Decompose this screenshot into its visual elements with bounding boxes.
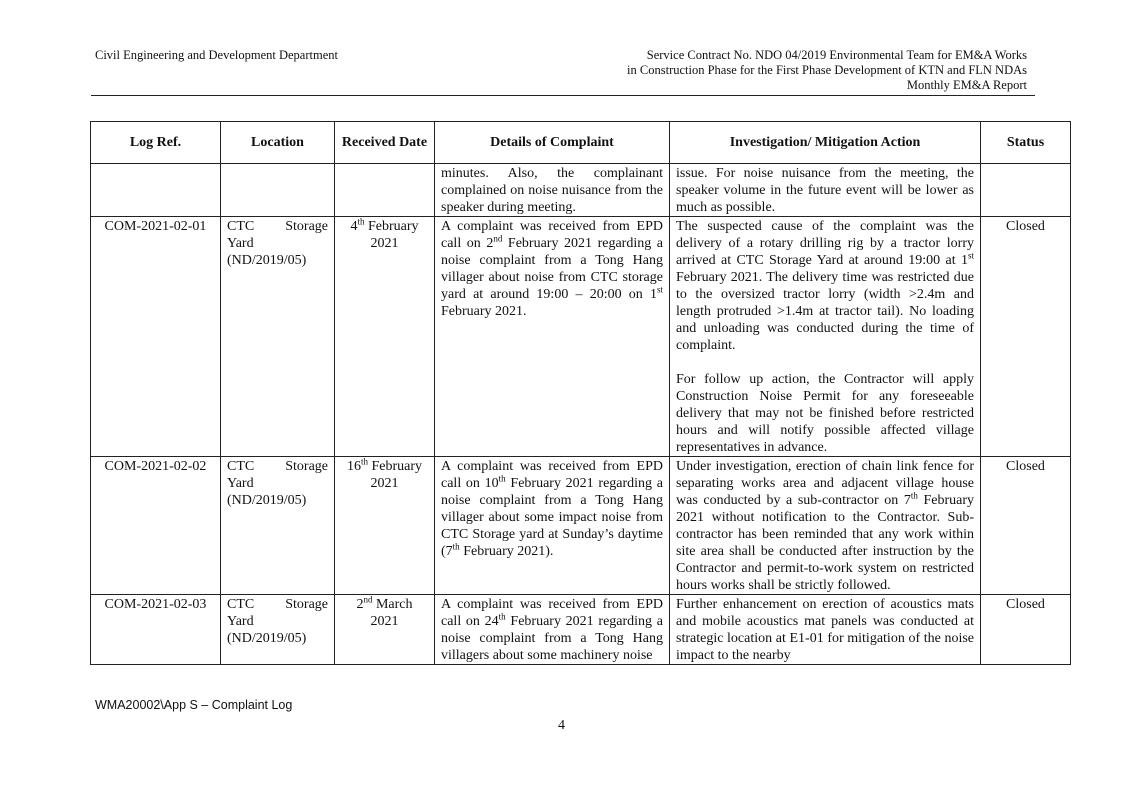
date-day: 4 bbox=[350, 219, 358, 234]
page-number: 4 bbox=[558, 718, 565, 733]
date-rest: February 2021 bbox=[370, 459, 423, 491]
action-text: February 2021 without notification to the Contractor. Sub-contractor has been reminded that any work within site area shall be conducted after instruction by the Contractor and permit-to-work system on restricted hours works shall be strictly followed. bbox=[676, 493, 974, 593]
cell-ref bbox=[91, 164, 221, 217]
details-text: February 2021 regarding a noise complaint from a Tong Hang villager about some impact noise from CTC Storage yard at Sunday’s daytime (7 bbox=[441, 476, 663, 559]
cell-status bbox=[981, 164, 1071, 217]
column-header-log-ref: Log Ref. bbox=[91, 122, 221, 164]
cell-location: CTC Storage Yard (ND/2019/05) bbox=[221, 217, 335, 457]
footer-document-path: WMA20002\App S – Complaint Log bbox=[95, 698, 293, 712]
action-suffix: th bbox=[910, 490, 918, 501]
table-row bbox=[91, 217, 1071, 457]
date-suffix: th bbox=[360, 456, 368, 467]
details-text: A complaint was received from EPD call on 24 bbox=[441, 597, 663, 629]
header-report-name: Monthly EM&A Report bbox=[906, 78, 1027, 92]
details-text: February 2021. bbox=[441, 304, 527, 319]
cell-ref: COM-2021-02-01 bbox=[91, 217, 221, 457]
cell-details: minutes. Also, the complainant complained on noise nuisance from the speaker during meeting. bbox=[435, 164, 670, 217]
cell-date bbox=[335, 595, 435, 665]
action-text: Under investigation, erection of chain link fence for separating works area and adjacent village house was conducted by a sub-contractor on 7 bbox=[676, 459, 974, 508]
action-followup-text: For follow up action, the Contractor will apply Construction Noise Permit for any foreseeable delivery that may not be finished before restricted hours and will notify possible affected village representatives in advance. bbox=[676, 372, 974, 455]
column-header-status: Status bbox=[981, 122, 1071, 164]
date-rest: March 2021 bbox=[370, 597, 413, 629]
cell-status: Closed bbox=[981, 217, 1071, 457]
date-day: 2 bbox=[356, 597, 364, 612]
action-text: February 2021. The delivery time was restricted due to the oversized tractor lorry (width >2.4m and length protruded >1.4m at tractor tail). No loading and unloading was conducted during the time of complaint. bbox=[676, 270, 974, 353]
column-header-details: Details of Complaint bbox=[435, 122, 670, 164]
table-row-continuation bbox=[91, 164, 1071, 217]
date-suffix: nd bbox=[363, 594, 373, 605]
cell-date bbox=[335, 164, 435, 217]
cell-status: Closed bbox=[981, 595, 1071, 665]
cell-location: CTC Storage Yard (ND/2019/05) bbox=[221, 457, 335, 595]
cell-details bbox=[435, 595, 670, 665]
header-contract-line1: Service Contract No. NDO 04/2019 Environmental Team for EM&A Works bbox=[646, 48, 1027, 62]
details-suffix: st bbox=[656, 284, 663, 295]
cell-location bbox=[221, 164, 335, 217]
cell-action: Further enhancement on erection of acoustics mats and mobile acoustics mat panels was conducted at strategic location at E1-01 for mitigation of the noise impact to the nearby bbox=[670, 595, 981, 665]
details-suffix: th bbox=[498, 611, 506, 622]
cell-action bbox=[670, 457, 981, 595]
cell-ref: COM-2021-02-02 bbox=[91, 457, 221, 595]
cell-status: Closed bbox=[981, 457, 1071, 595]
table-row bbox=[91, 595, 1071, 665]
details-text: A complaint was received from EPD call on 2 bbox=[441, 219, 663, 251]
cell-details bbox=[435, 457, 670, 595]
cell-action: issue. For noise nuisance from the meeting, the speaker volume in the future event will be lower as much as possible. bbox=[670, 164, 981, 217]
column-header-received-date: Received Date bbox=[335, 122, 435, 164]
details-text: February 2021 regarding a noise complaint from a Tong Hang villager about noise from CTC storage yard at around 19:00 – 20:00 on 1 bbox=[441, 236, 663, 302]
column-header-location: Location bbox=[221, 122, 335, 164]
complaint-log-table bbox=[90, 121, 1071, 665]
date-suffix: th bbox=[357, 216, 365, 227]
details-suffix: th bbox=[452, 541, 460, 552]
header-rule bbox=[91, 95, 1035, 96]
cell-action bbox=[670, 217, 981, 457]
date-day: 16 bbox=[346, 459, 361, 474]
action-text: The suspected cause of the complaint was the delivery of a rotary drilling rig by a tractor lorry arrived at CTC Storage Yard at around 19:00 at 1 bbox=[676, 219, 974, 268]
cell-details bbox=[435, 217, 670, 457]
cell-ref: COM-2021-02-03 bbox=[91, 595, 221, 665]
header-department: Civil Engineering and Development Department bbox=[95, 48, 338, 62]
column-header-action: Investigation/ Mitigation Action bbox=[670, 122, 981, 164]
cell-date bbox=[335, 217, 435, 457]
table-row bbox=[91, 457, 1071, 595]
action-suffix: st bbox=[967, 250, 974, 261]
header-contract bbox=[627, 48, 1027, 93]
cell-location: CTC Storage Yard (ND/2019/05) bbox=[221, 595, 335, 665]
details-text: February 2021 regarding a noise complaint from a Tong Hang villagers about some machinery noise bbox=[441, 614, 663, 663]
details-suffix: th bbox=[498, 473, 506, 484]
date-rest: February 2021 bbox=[367, 219, 419, 251]
cell-date bbox=[335, 457, 435, 595]
details-text: February 2021). bbox=[459, 544, 554, 559]
header-contract-line2: in Construction Phase for the First Phase Development of KTN and FLN NDAs bbox=[627, 63, 1027, 77]
details-text: A complaint was received from EPD call on 10 bbox=[441, 459, 663, 491]
details-suffix: nd bbox=[493, 233, 503, 244]
table-header-row bbox=[91, 122, 1071, 164]
